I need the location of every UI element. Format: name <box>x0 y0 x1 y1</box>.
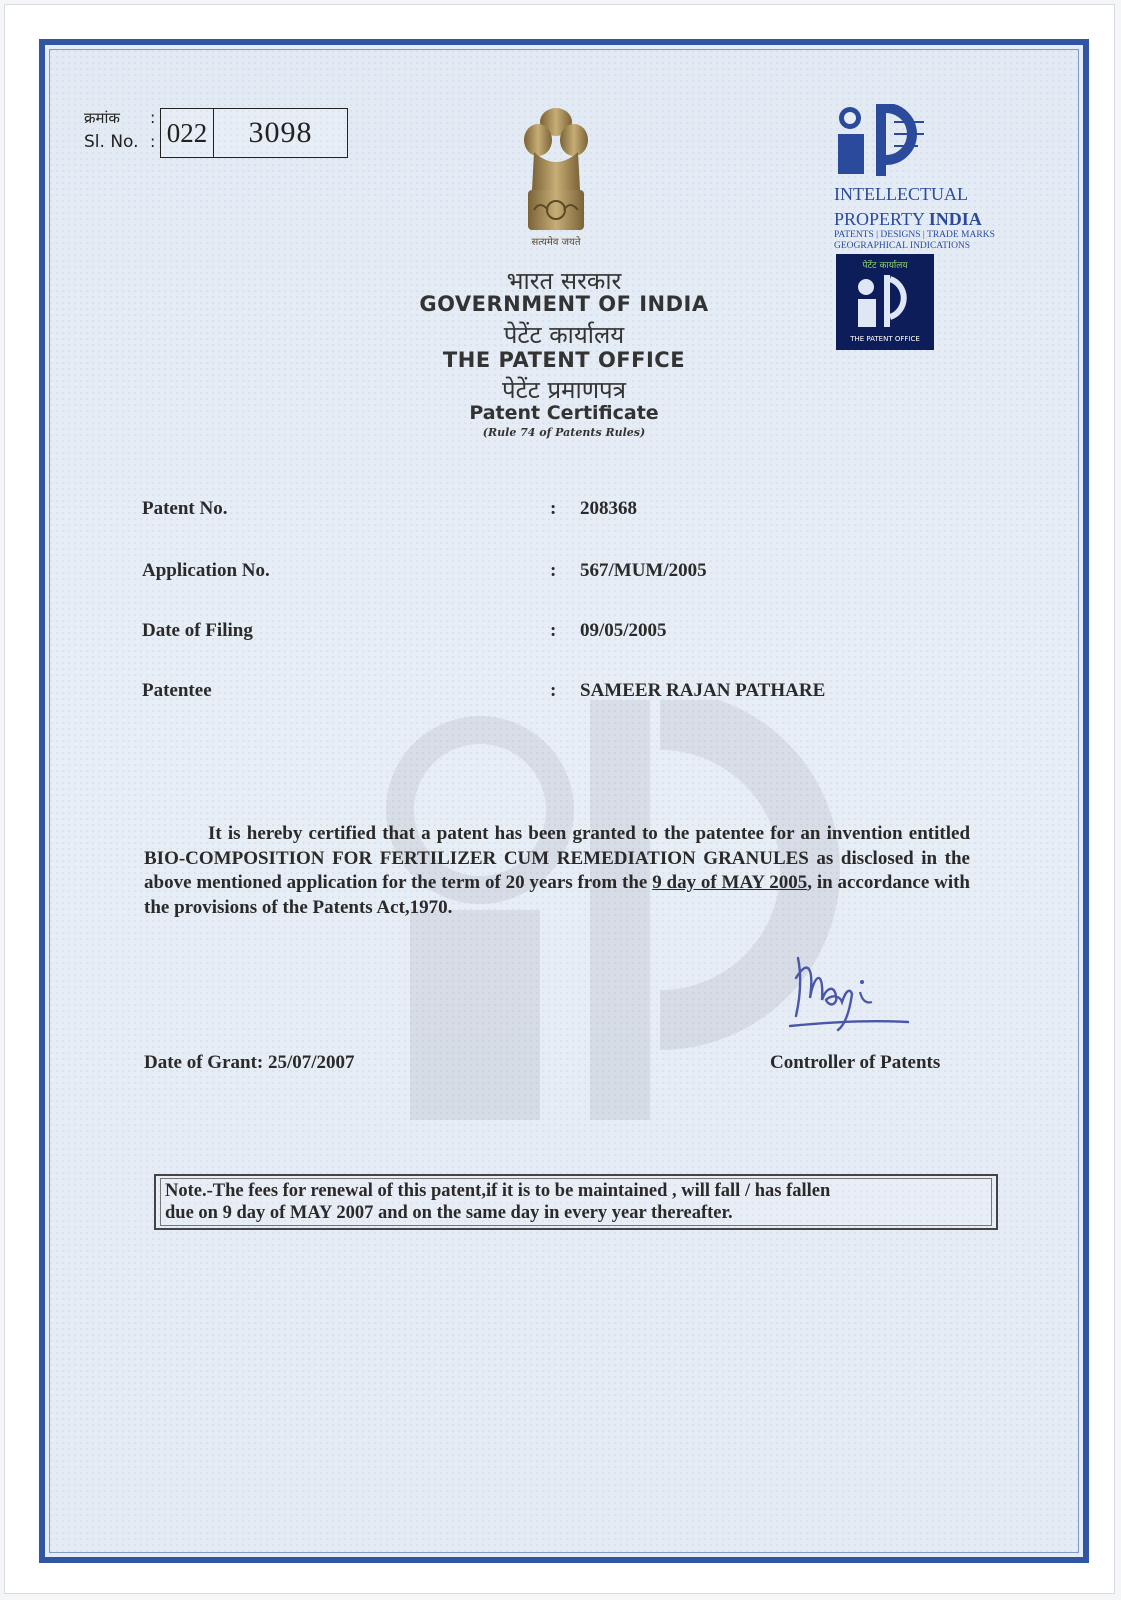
badge-en: THE PATENT OFFICE <box>850 335 920 343</box>
certificate-inner-border <box>49 49 1079 1553</box>
ip-logo-line4: GEOGRAPHICAL INDICATIONS <box>834 241 971 251</box>
field-colon: : <box>550 560 557 581</box>
controller-signature-icon <box>780 938 920 1046</box>
serial-part2: 3098 <box>248 116 313 149</box>
serial-label-hindi: क्रमांक <box>84 109 120 127</box>
office-heading: THE PATENT OFFICE <box>442 348 686 372</box>
note-line1: Note.-The fees for renewal of this patent,if it is to be maintained , will fall / has fallen <box>165 1181 831 1201</box>
field-label: Date of Filing <box>142 620 253 641</box>
rule-subheading: (Rule 74 of Patents Rules) <box>482 426 646 439</box>
badge-hindi: पेटेंट कार्यालय <box>862 261 908 271</box>
serial-part1: 022 <box>161 109 214 157</box>
cert-heading: Patent Certificate <box>469 402 659 424</box>
serial-label: Sl. No. <box>84 132 139 152</box>
ip-logo-icon <box>834 104 930 176</box>
field-value: 208368 <box>580 498 637 519</box>
body-line4-underlined: 9 day of MAY 2005 <box>652 872 808 893</box>
ip-logo-line3: PATENTS | DESIGNS | TRADE MARKS <box>834 230 995 240</box>
renewal-note <box>154 1174 998 1230</box>
gov-heading: GOVERNMENT OF INDIA <box>419 292 709 316</box>
ip-logo-line2a: PROPERTY <box>834 209 929 229</box>
certificate <box>39 39 1089 1563</box>
body-line4a: from the <box>577 872 653 893</box>
controller-of-patents: Controller of Patents <box>770 1052 941 1073</box>
field-colon: : <box>550 680 557 701</box>
body-line5: Act,1970. <box>376 896 453 918</box>
field-patent-no <box>142 498 637 520</box>
renewal-note-inner <box>160 1178 992 1226</box>
state-emblem-icon <box>520 102 592 252</box>
body-line4b: , in accordance with the provisions of the Patents <box>144 872 970 918</box>
body-line1: It is hereby certified that a patent has been granted to the patentee for an <box>208 823 821 844</box>
office-hindi-heading: पेटेंट कार्यालय <box>503 321 625 349</box>
ip-logo-line1: INTELLECTUAL <box>834 184 968 204</box>
serial-box <box>160 108 348 158</box>
gov-hindi-heading: भारत सरकार <box>506 267 622 295</box>
field-value: SAMEER RAJAN PATHARE <box>580 680 826 701</box>
certification-paragraph <box>144 822 970 920</box>
field-label: Application No. <box>142 560 270 581</box>
field-patentee <box>142 680 826 702</box>
body-line3: GRANULES as disclosed in the above mentioned application for the term of 20 years <box>144 847 970 893</box>
ip-logo-line2b: INDIA <box>928 209 982 229</box>
serial-colon: : <box>150 132 156 151</box>
field-label: Patentee <box>142 680 212 701</box>
serial-colon: : <box>150 108 156 127</box>
cert-hindi-heading: पेटेंट प्रमाणपत्र <box>502 376 626 404</box>
field-label: Patent No. <box>142 498 228 519</box>
field-value: 09/05/2005 <box>580 620 667 641</box>
emblem-motto: सत्यमेव जयते <box>531 237 581 248</box>
page-background <box>4 4 1115 1594</box>
field-colon: : <box>550 498 557 519</box>
ip-india-logo <box>834 104 1054 252</box>
note-line2: due on 9 day of MAY 2007 and on the same day in every year thereafter. <box>165 1203 733 1223</box>
field-value: 567/MUM/2005 <box>580 560 707 581</box>
body-line2: invention entitled BIO-COMPOSITION FOR FERTILIZER CUM REMEDIATION <box>144 823 971 869</box>
field-date-of-filing <box>142 620 667 642</box>
date-of-grant: Date of Grant: 25/07/2007 <box>144 1052 355 1073</box>
field-colon: : <box>550 620 557 641</box>
field-application-no <box>142 560 707 582</box>
